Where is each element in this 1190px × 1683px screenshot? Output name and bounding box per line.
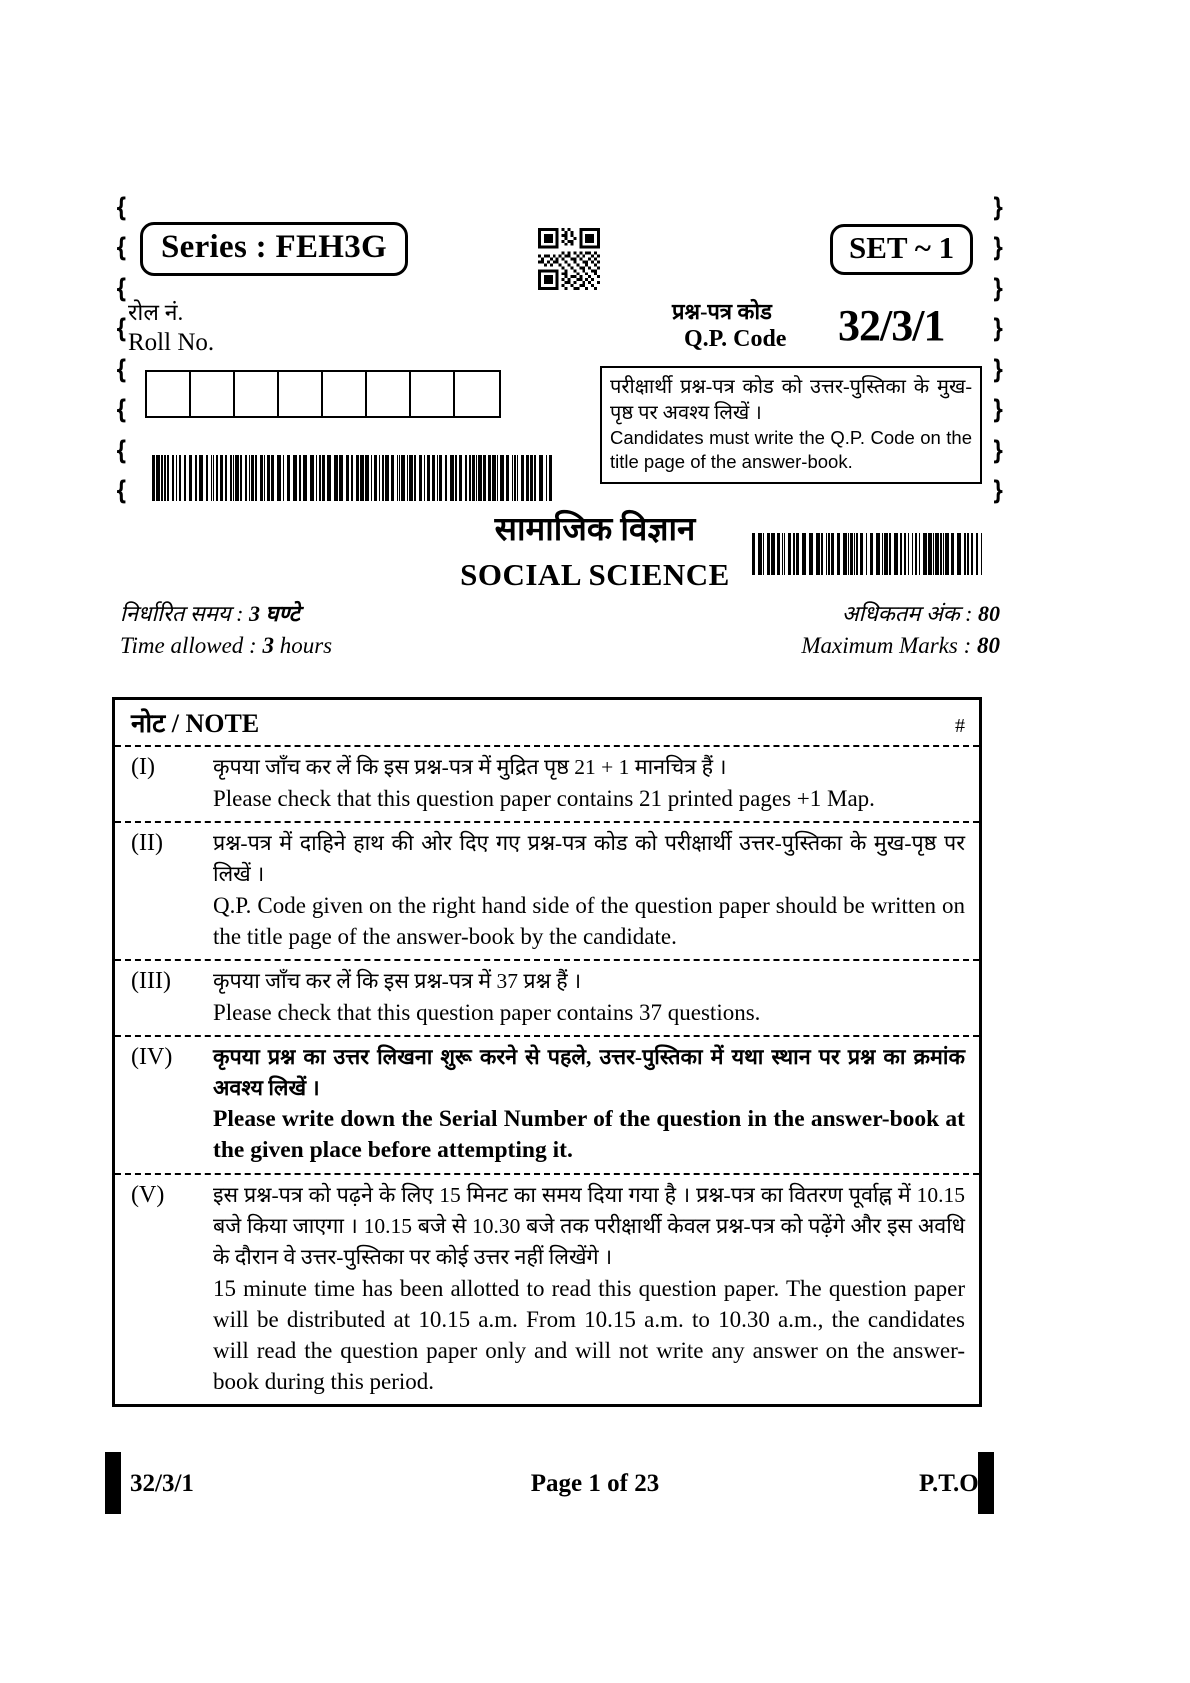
note-row [115, 747, 979, 821]
maximum-marks-hindi [842, 598, 1000, 628]
roll-no-cell[interactable] [411, 372, 455, 416]
qp-code-label-english: Q.P. Code [684, 326, 787, 352]
marks-hindi-prefix: अधिकतम अंक : [841, 601, 978, 626]
roll-no-cell[interactable] [323, 372, 367, 416]
note-text-english: Q.P. Code given on the right hand side of the question paper should be written on the title page of the answer-book by the candidate. [213, 893, 965, 949]
note-row-body [213, 1042, 965, 1166]
note-row-body [213, 752, 965, 814]
time-english-value: 3 [262, 633, 274, 658]
roll-no-cell[interactable] [235, 372, 279, 416]
time-allowed-english [120, 633, 332, 659]
candidate-note-hindi: परीक्षार्थी प्रश्न-पत्र कोड को उत्तर-पुस्तिका के मुख-पृष्ठ पर अवश्य लिखें । [610, 376, 972, 424]
note-text-english: Please check that this question paper contains 21 printed pages +1 Map. [213, 786, 875, 811]
note-text-hindi: प्रश्न-पत्र में दाहिने हाथ की ओर दिए गए प्रश्न-पत्र कोड को परीक्षार्थी उत्तर-पुस्तिका के मुख-पृष्ठ पर लिखें । [213, 831, 965, 886]
roll-no-label-english: Roll No. [128, 329, 215, 356]
subject-title-english: SOCIAL SCIENCE [460, 557, 730, 592]
roll-no-cell[interactable] [191, 372, 235, 416]
roll-no-label-hindi: रोल नं. [128, 300, 184, 325]
left-perforation-decoration: { { { { { { { { [114, 193, 128, 506]
note-text-hindi: कृपया जाँच कर लें कि इस प्रश्न-पत्र में मुद्रित पृष्ठ 21 + 1 मानचित्र हैं । [213, 755, 727, 779]
series-code: FEH3G [275, 229, 388, 265]
note-row-number: (I) [131, 754, 155, 780]
time-allowed-hindi [120, 598, 300, 628]
note-row-body [213, 1180, 965, 1397]
footer-pto-label: P.T.O. [919, 1470, 985, 1497]
note-row-number: (V) [131, 1182, 165, 1208]
barcode-icon [152, 455, 556, 501]
time-english-suffix: hours [273, 633, 333, 658]
roll-no-cell[interactable] [455, 372, 499, 416]
subject-title-hindi: सामाजिक विज्ञान [494, 512, 696, 548]
note-row-body [213, 966, 965, 1028]
maximum-marks-english [801, 633, 1000, 659]
time-hindi-value: 3 घण्टे [249, 601, 300, 626]
roll-no-input-grid[interactable] [145, 370, 501, 418]
right-perforation-decoration: } } } } } } } } [991, 193, 1005, 506]
note-text-english: Please check that this question paper contains 37 questions. [213, 1000, 761, 1025]
series-box [140, 222, 408, 276]
roll-no-cell[interactable] [367, 372, 411, 416]
note-title: नोट / NOTE [131, 709, 260, 738]
time-english-prefix: Time allowed : [120, 633, 263, 658]
note-row [115, 1175, 979, 1404]
footer-page-number: Page 1 of 23 [530, 1470, 660, 1497]
note-text-hindi: कृपया जाँच कर लें कि इस प्रश्न-पत्र में 37 प्रश्न हैं । [213, 969, 582, 993]
marks-hindi-value: 80 [978, 601, 1000, 626]
note-row-number: (II) [131, 830, 163, 856]
note-row-body [213, 828, 965, 952]
note-text-hindi: इस प्रश्न-पत्र को पढ़ने के लिए 15 मिनट का समय दिया गया है । प्रश्न-पत्र का वितरण पूर्वाह्न में 10.15 बजे किया जाएगा । 10.15 बजे से 10.30 बजे तक परीक्षार्थी केवल प्रश्न-पत्र को पढ़ेंगे और इस अवधि के दौरान वे उत्तर-पुस्तिका पर कोई उत्तर नहीं लिखेंगे । [213, 1183, 965, 1269]
candidate-note-english: Candidates must write the Q.P. Code on the title page of the answer-book. [610, 427, 972, 472]
footer-paper-code: 32/3/1 [130, 1470, 194, 1497]
note-table-header [115, 700, 979, 745]
note-text-english: 15 minute time has been allotted to read this question paper. The question paper will be distributed at 10.15 a.m. From 10.15 a.m. to 10.30 a.m., the candidates will read the question paper only and will not write any answer on the answer-book during this period. [213, 1276, 965, 1394]
note-row [115, 823, 979, 959]
qr-code-icon [538, 228, 600, 290]
note-hash-marker: # [955, 715, 965, 737]
marks-english-value: 80 [977, 633, 1000, 658]
qp-code-label-hindi: प्रश्न-पत्र कोड [672, 299, 772, 324]
series-label: Series : [161, 229, 276, 265]
note-row-number: (IV) [131, 1044, 173, 1070]
note-text-english: Please write down the Serial Number of the question in the answer-book at the given place before attempting it. [213, 1106, 965, 1163]
note-instructions-table [112, 697, 982, 1407]
note-row [115, 1037, 979, 1173]
candidate-qp-code-note-box [600, 366, 982, 484]
qp-code-value: 32/3/1 [838, 301, 945, 350]
set-box: SET ~ 1 [830, 224, 973, 275]
note-text-hindi: कृपया प्रश्न का उत्तर लिखना शुरू करने से पहले, उत्तर-पुस्तिका में यथा स्थान पर प्रश्न का क्रमांक अवश्य लिखें । [213, 1045, 965, 1100]
marks-english-prefix: Maximum Marks : [801, 633, 977, 658]
note-row-number: (III) [131, 968, 171, 994]
roll-no-cell[interactable] [147, 372, 191, 416]
time-hindi-prefix: निर्धारित समय : [120, 601, 249, 626]
note-row [115, 961, 979, 1035]
roll-no-cell[interactable] [279, 372, 323, 416]
